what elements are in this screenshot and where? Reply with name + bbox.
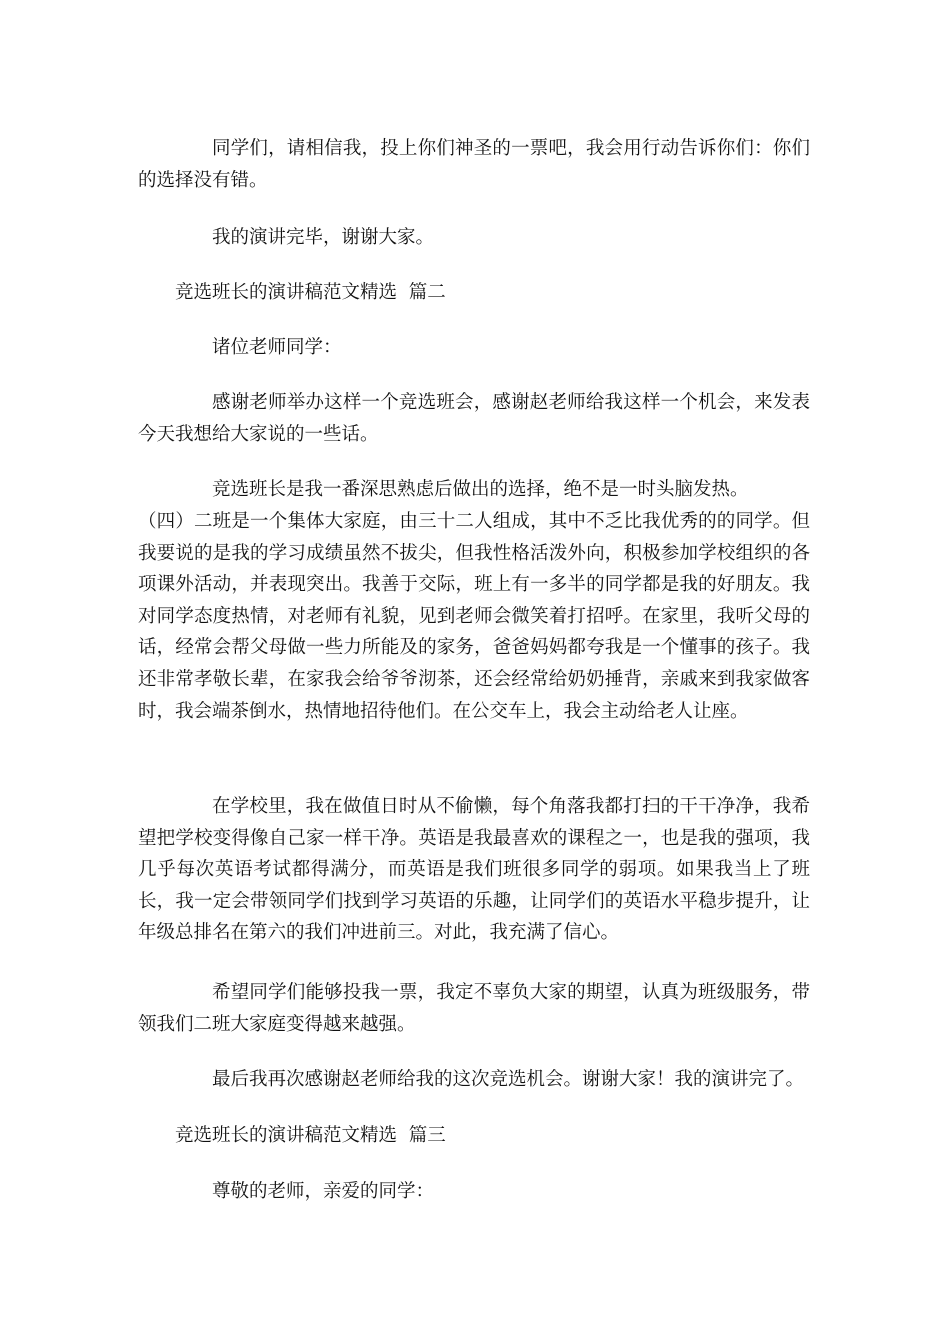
section-heading-part-three: 竞选班长的演讲稿范文精选 篇三	[175, 1125, 446, 1146]
section-heading-part-two: 竞选班长的演讲稿范文精选 篇二	[175, 282, 446, 303]
paragraph-salutation-three: 尊敬的老师，亲爱的同学：	[212, 1181, 435, 1202]
paragraph-salutation-two: 诸位老师同学：	[212, 337, 342, 358]
paragraph-vote-request: 希望同学们能够投我一票，我定不辜负大家的期望，认真为班级服务，带领我们二班大家庭变得越来越强。	[138, 982, 810, 1035]
paragraph-closing-appeal: 同学们，请相信我，投上你们神圣的一票吧，我会用行动告诉你们：你们的选择没有错。	[138, 138, 810, 191]
paragraph-thanks-teacher: 感谢老师举办这样一个竞选班会，感谢赵老师给我这样一个机会，来发表今天我想给大家说的一些话。	[138, 392, 810, 445]
paragraph-school-english: 在学校里，我在做值日时从不偷懒，每个角落我都打扫的干干净净，我希望把学校变得像自己家一样干净。英语是我最喜欢的课程之一，也是我的强项，我几乎每次英语考试都得满分，而英语是我们班很多同学的弱项。如果我当上了班长，我一定会带领同学们找到学习英语的乐趣，让同学们的英语水平稳步提升，让年级总排名在第六的我们冲进前三。对此，我充满了信心。	[138, 796, 810, 944]
paragraph-self-introduction: （四）二班是一个集体大家庭，由三十二人组成，其中不乏比我优秀的的同学。但我要说的是我的学习成绩虽然不拔尖，但我性格活泼外向，积极参加学校组织的各项课外活动，并表现突出。我善于交际，班上有一多半的同学都是我的好朋友。我对同学态度热情，对老师有礼貌，见到老师会微笑着打招呼。在家里，我听父母的话，经常会帮父母做一些力所能及的家务，爸爸妈妈都夸我是一个懂事的孩子。我还非常孝敬长辈，在家我会给爷爷沏茶，还会经常给奶奶捶背，亲戚来到我家做客时，我会端茶倒水，热情地招待他们。在公交车上，我会主动给老人让座。	[138, 511, 810, 722]
paragraph-decision-line: 竞选班长是我一番深思熟虑后做出的选择，绝不是一时头脑发热。	[212, 479, 749, 500]
paragraph-speech-end: 我的演讲完毕，谢谢大家。	[212, 227, 435, 248]
paragraph-final-thanks: 最后我再次感谢赵老师给我的这次竞选机会。谢谢大家！我的演讲完了。	[212, 1069, 805, 1090]
